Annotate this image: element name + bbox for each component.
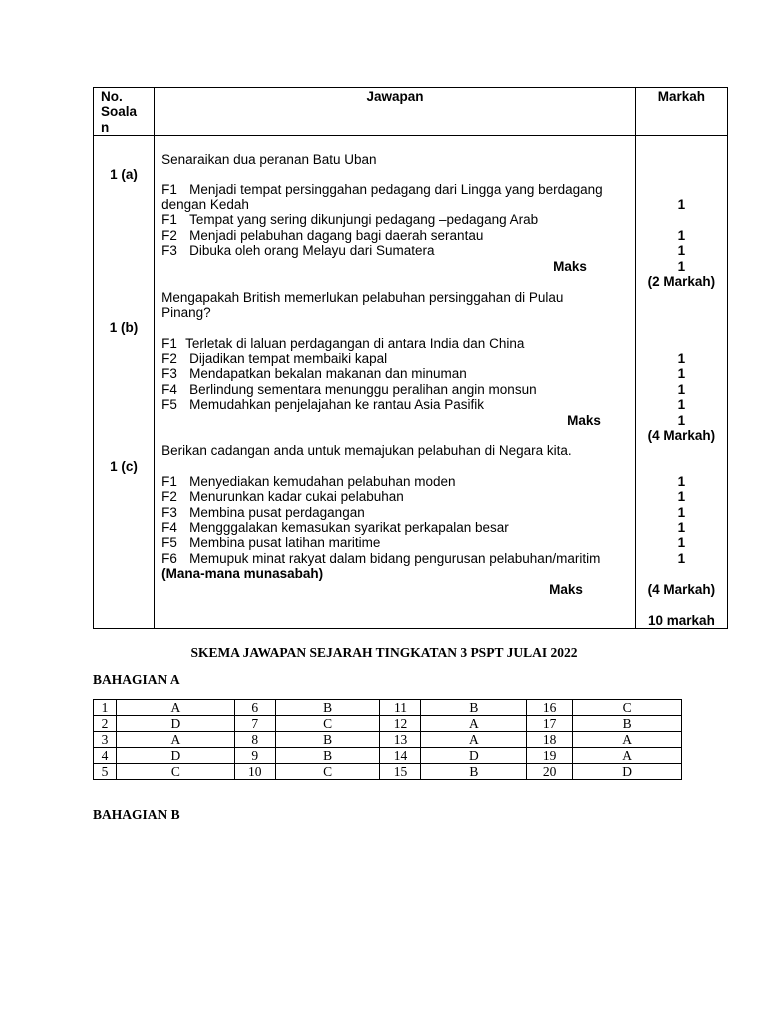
item-label: F1 [161, 336, 177, 352]
item-text: Membina pusat perdagangan [189, 505, 365, 521]
item-text: Berlindung sementara menunggu peralihan angin monsun [189, 382, 537, 398]
q1c-item-4 [161, 520, 509, 535]
q1c-item-2 [161, 489, 404, 504]
item-label: F2 [161, 351, 177, 367]
question-number-cell: 2 [94, 716, 117, 732]
answer-cell: D [116, 716, 234, 732]
item-text: Memudahkan penjelajahan ke rantau Asia Pasifik [189, 397, 485, 413]
item-text: Menjadi tempat persinggahan pedagang dari Lingga yang berdagang [189, 182, 603, 198]
question-number-cell: 4 [94, 748, 117, 764]
question-number-cell: 6 [234, 700, 275, 716]
q1c-note: (Mana-mana munasabah) [161, 566, 324, 582]
table-row [94, 764, 682, 780]
answer-cell: B [275, 748, 380, 764]
item-label: F3 [161, 243, 177, 259]
q1a-item-1 [161, 182, 603, 197]
q1a-item-4 [161, 243, 434, 258]
q1c-item-5 [161, 535, 380, 550]
q1c-mark-4: 1 [677, 520, 686, 536]
section-bahagian-a: BAHAGIAN A [93, 672, 180, 687]
q1c-question: Berikan cadangan anda untuk memajukan pelabuhan di Negara kita. [161, 443, 572, 459]
q1b-maks-mark: 1 [677, 413, 686, 429]
item-text: Dijadikan tempat membaiki kapal [189, 351, 388, 367]
grand-total: 10 markah [648, 613, 715, 629]
item-text: Mendapatkan bekalan makanan dan minuman [189, 366, 467, 382]
answer-cell: A [421, 716, 527, 732]
q1c-item-3 [161, 505, 365, 520]
answer-cell: C [275, 716, 380, 732]
question-number-cell: 1 [94, 700, 117, 716]
question-number-cell: 15 [380, 764, 421, 780]
item-label: F1 [161, 474, 177, 490]
answer-cell: B [573, 716, 682, 732]
table-row [94, 732, 682, 748]
q1c-number: 1 (c) [110, 459, 138, 475]
item-label: F5 [161, 397, 177, 413]
item-label: F2 [161, 489, 177, 505]
header-no-line1: No. [101, 89, 123, 104]
question-number-cell: 7 [234, 716, 275, 732]
q1c-mark-5: 1 [677, 535, 686, 551]
q1b-item-1 [161, 336, 524, 351]
item-label: F2 [161, 228, 177, 244]
answer-cell: A [421, 732, 527, 748]
item-text: Menurunkan kadar cukai pelabuhan [189, 489, 404, 505]
q1b-item-5 [161, 397, 484, 412]
item-label: F4 [161, 520, 177, 536]
q1b-item-2 [161, 351, 387, 366]
item-label: F6 [161, 551, 177, 567]
item-label: F4 [161, 382, 177, 398]
table-row [94, 716, 682, 732]
question-number-cell: 18 [527, 732, 573, 748]
question-number-cell: 13 [380, 732, 421, 748]
question-number-cell: 5 [94, 764, 117, 780]
answer-cell: A [573, 732, 682, 748]
item-text: Dibuka oleh orang Melayu dari Sumatera [189, 243, 435, 259]
q1a-maks-mark: 1 [677, 259, 686, 275]
answer-cell: B [275, 700, 380, 716]
q1b-question-line1: Mengapakah British memerlukan pelabuhan persinggahan di Pulau [161, 290, 564, 306]
header-no-soalan [94, 88, 155, 136]
question-number-cell: 12 [380, 716, 421, 732]
item-text: Mengggalakan kemasukan syarikat perkapalan besar [189, 520, 509, 536]
q1a-mark-3: 1 [677, 228, 686, 244]
answer-cell: A [116, 732, 234, 748]
q1c-mark-3: 1 [677, 505, 686, 521]
question-number-cell: 16 [527, 700, 573, 716]
q1b-mark-4: 1 [677, 382, 686, 398]
q1b-mark-5: 1 [677, 397, 686, 413]
q1c-total: (4 Markah) [647, 582, 716, 598]
q1b-number: 1 (b) [109, 320, 139, 336]
q1b-item-4 [161, 382, 537, 397]
q1c-maks: Maks [549, 582, 583, 598]
q1a-mark-4: 1 [677, 243, 686, 259]
jawapan-column [155, 136, 636, 629]
q1b-total: (4 Markah) [647, 428, 716, 444]
item-text: Membina pusat latihan maritime [189, 535, 381, 551]
answer-cell: C [116, 764, 234, 780]
answer-cell: C [573, 700, 682, 716]
item-text: Menjadi pelabuhan dagang bagi daerah serantau [189, 228, 484, 244]
q1a-maks: Maks [553, 259, 587, 275]
answer-cell: D [116, 748, 234, 764]
section-bahagian-b: BAHAGIAN B [93, 807, 180, 822]
q1c-mark-6: 1 [677, 551, 686, 567]
item-text: Terletak di laluan perdagangan di antara India dan China [185, 336, 525, 352]
q1c-mark-1: 1 [677, 474, 686, 490]
answer-cell: C [275, 764, 380, 780]
q1a-item-3 [161, 228, 483, 243]
q1c-item-1 [161, 474, 455, 489]
answer-table-body [94, 136, 728, 629]
q1a-item-2 [161, 212, 538, 227]
item-text: Memupuk minat rakyat dalam bidang pengurusan pelabuhan/maritim [189, 551, 601, 567]
q1c-mark-2: 1 [677, 489, 686, 505]
answer-cell: A [573, 748, 682, 764]
question-number-cell: 14 [380, 748, 421, 764]
answer-table-header [94, 88, 728, 136]
item-label: F3 [161, 366, 177, 382]
q1a-item-1-cont: dengan Kedah [161, 197, 249, 213]
question-number-cell: 11 [380, 700, 421, 716]
bahagian-a-table-body [94, 700, 682, 780]
answer-cell: B [275, 732, 380, 748]
question-number-cell: 3 [94, 732, 117, 748]
q1b-mark-3: 1 [677, 366, 686, 382]
item-label: F5 [161, 535, 177, 551]
q1b-question-line2: Pinang? [161, 305, 211, 321]
item-text: Menyediakan kemudahan pelabuhan moden [189, 474, 456, 490]
answer-cell: A [116, 700, 234, 716]
document-title: SKEMA JAWAPAN SEJARAH TINGKATAN 3 PSPT JULAI 2022 [190, 645, 578, 660]
question-number-cell: 8 [234, 732, 275, 748]
q1c-item-6 [161, 551, 600, 566]
question-number-cell: 9 [234, 748, 275, 764]
header-no-line2: Soala [101, 104, 138, 120]
answer-cell: B [421, 764, 527, 780]
answer-cell: D [421, 748, 527, 764]
q1b-maks: Maks [567, 413, 601, 429]
q1a-mark-1: 1 [677, 197, 686, 213]
header-markah: Markah [635, 88, 727, 136]
question-number-cell: 20 [527, 764, 573, 780]
question-number-column [94, 136, 155, 629]
bahagian-a-answer-table [93, 699, 682, 780]
answer-scheme-table [93, 87, 728, 629]
table-row [94, 700, 682, 716]
answer-cell: B [421, 700, 527, 716]
item-label: F3 [161, 505, 177, 521]
question-number-cell: 10 [234, 764, 275, 780]
table-row [94, 748, 682, 764]
q1a-question: Senaraikan dua peranan Batu Uban [161, 152, 377, 168]
item-text: Tempat yang sering dikunjungi pedagang –pedagang Arab [189, 212, 539, 228]
q1a-total: (2 Markah) [647, 274, 716, 290]
header-no-line3: n [101, 119, 110, 135]
q1b-item-3 [161, 366, 467, 381]
item-label: F1 [161, 182, 177, 198]
q1b-mark-2: 1 [677, 351, 686, 367]
q1a-number: 1 (a) [110, 167, 138, 183]
markah-column [635, 136, 727, 629]
question-number-cell: 19 [527, 748, 573, 764]
item-label: F1 [161, 212, 177, 228]
answer-cell: D [573, 764, 682, 780]
question-number-cell: 17 [527, 716, 573, 732]
header-jawapan: Jawapan [155, 88, 636, 136]
